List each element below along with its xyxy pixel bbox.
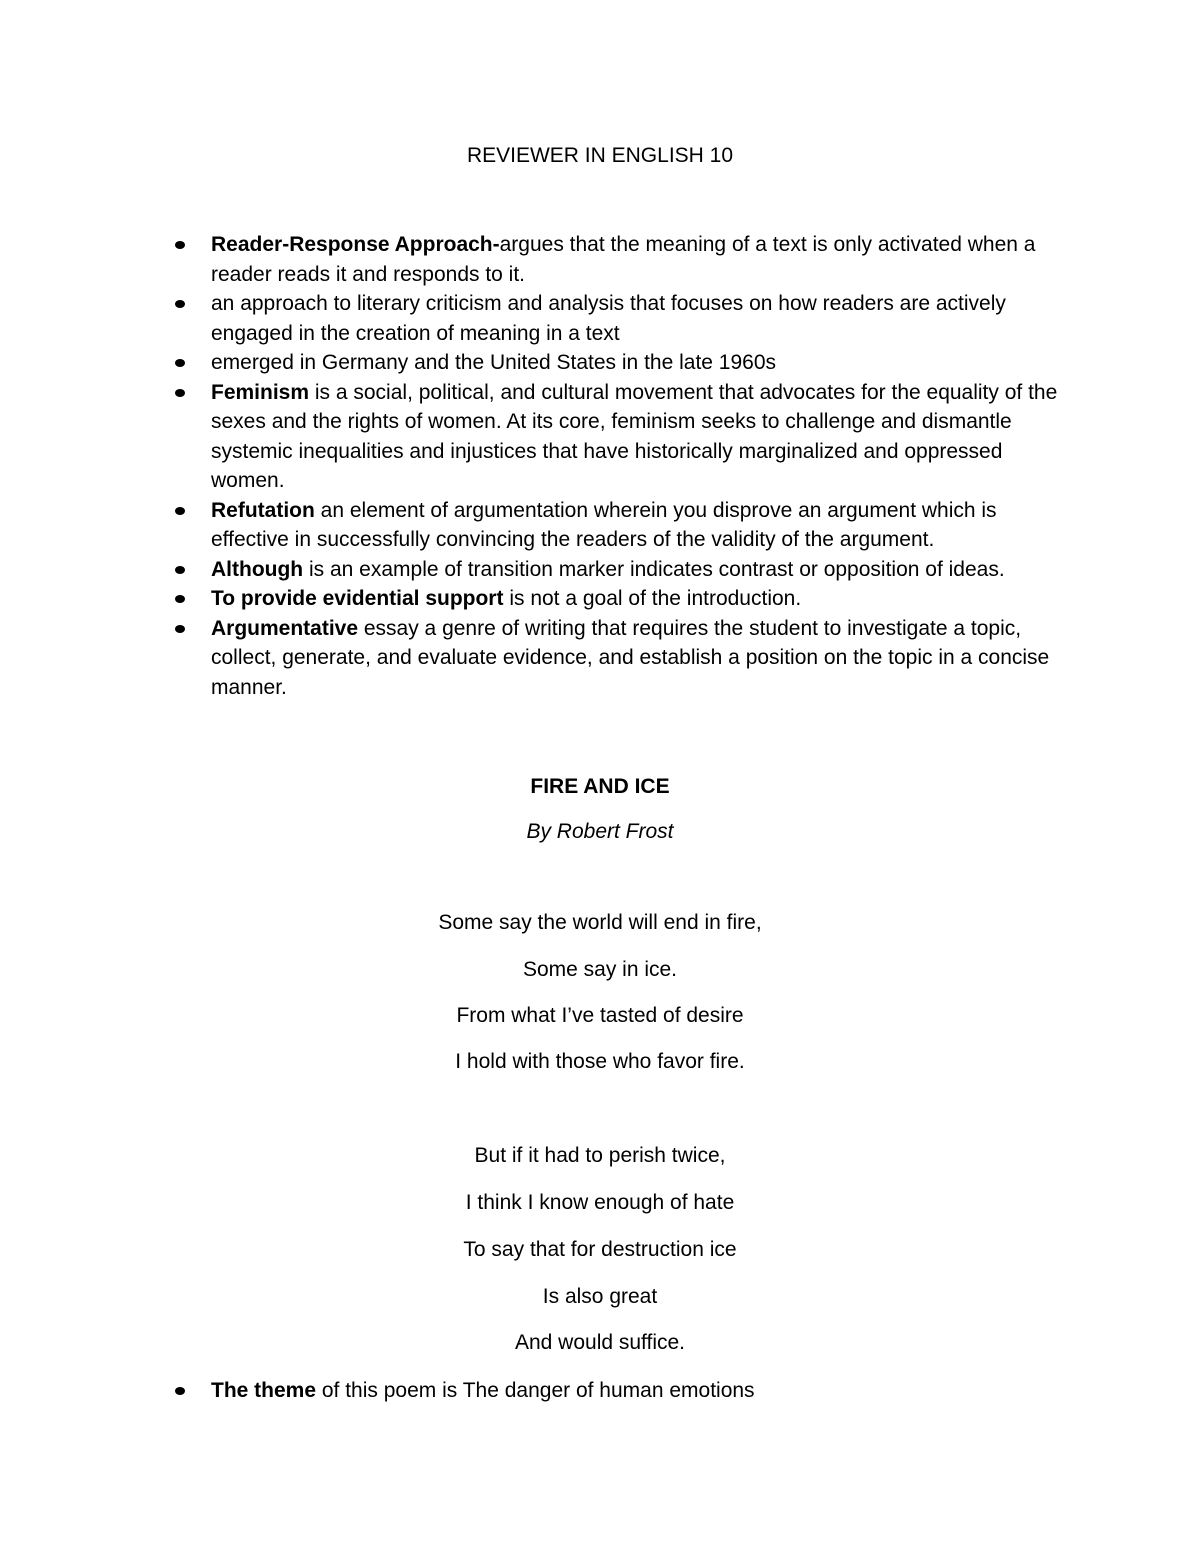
bullet-icon [175,1387,185,1395]
poem-line: Is also great [542,1285,658,1308]
poem-line: To say that for destruction ice [463,1238,737,1261]
list-item [0,289,1200,348]
document-title: REVIEWER IN ENGLISH 10 [466,144,734,167]
poem-title: FIRE AND ICE [530,775,670,798]
list-item [0,348,1200,378]
poem-line: Some say the world will end in fire, [438,911,762,934]
bullet-term: Refutation [211,498,315,522]
bullet-text: emerged in Germany and the United States in the late 1960s [211,351,777,374]
bullet-text: essay a genre of writing that requires the student to investigate a topic, collect, generate, and evaluate evidence, and establish a position on the topic in a concise manner. [211,616,1050,699]
poem-line: And would suffice. [514,1331,686,1354]
bullet-text: an approach to literary criticism and analysis that focuses on how readers are actively engaged in the creation of meaning in a text [211,292,1006,345]
bullet-icon [175,389,185,397]
poem-line: Some say in ice. [522,958,678,981]
poem-author: By Robert Frost [526,820,674,843]
bullet-icon [175,595,185,603]
poem-line: I hold with those who favor fire. [455,1050,745,1073]
bullet-text: is an example of transition marker indicates contrast or opposition of ideas. [303,557,1005,581]
bullet-term: Reader-Response Approach- [211,233,500,256]
bullet-text: is not a goal of the introduction. [503,587,802,610]
bullet-term: Although [211,557,304,581]
bullet-term: Feminism [211,380,310,404]
poem-line: But if it had to perish twice, [474,1144,726,1167]
bullet-icon [175,359,185,367]
bullet-term: Argumentative [211,616,359,640]
bullet-term: The theme [211,1379,317,1402]
reviewer-bullet-list [0,230,1200,702]
list-item [0,555,1200,585]
bullet-icon [175,625,185,633]
bullet-icon [175,566,185,574]
poem-line: I think I know enough of hate [465,1191,735,1214]
poem-line: From what I’ve tasted of desire [456,1004,744,1027]
list-item [0,1376,1200,1406]
bullet-icon [175,241,185,249]
bullet-text: is a social, political, and cultural movement that advocates for the equality of the sexes and the rights of women. At its core, feminism seeks to challenge and dismantle systemic inequalities and injustices that have historically marginalized and oppressed women. [211,380,1058,492]
bullet-text: argues that the meaning of a text is only activated when a reader reads it and responds to it. [211,233,1036,286]
list-item [0,230,1200,289]
bullet-text: of this poem is The danger of human emotions [316,1379,755,1402]
bullet-text: an element of argumentation wherein you disprove an argument which is effective in successfully convincing the readers of the validity of the argument. [211,498,997,551]
list-item [0,496,1200,555]
bullet-icon [175,507,185,515]
list-item [0,584,1200,614]
list-item [0,614,1200,703]
bullet-icon [175,300,185,308]
list-item [0,378,1200,496]
theme-bullet-list [0,1376,1200,1406]
bullet-term: To provide evidential support [211,587,504,610]
